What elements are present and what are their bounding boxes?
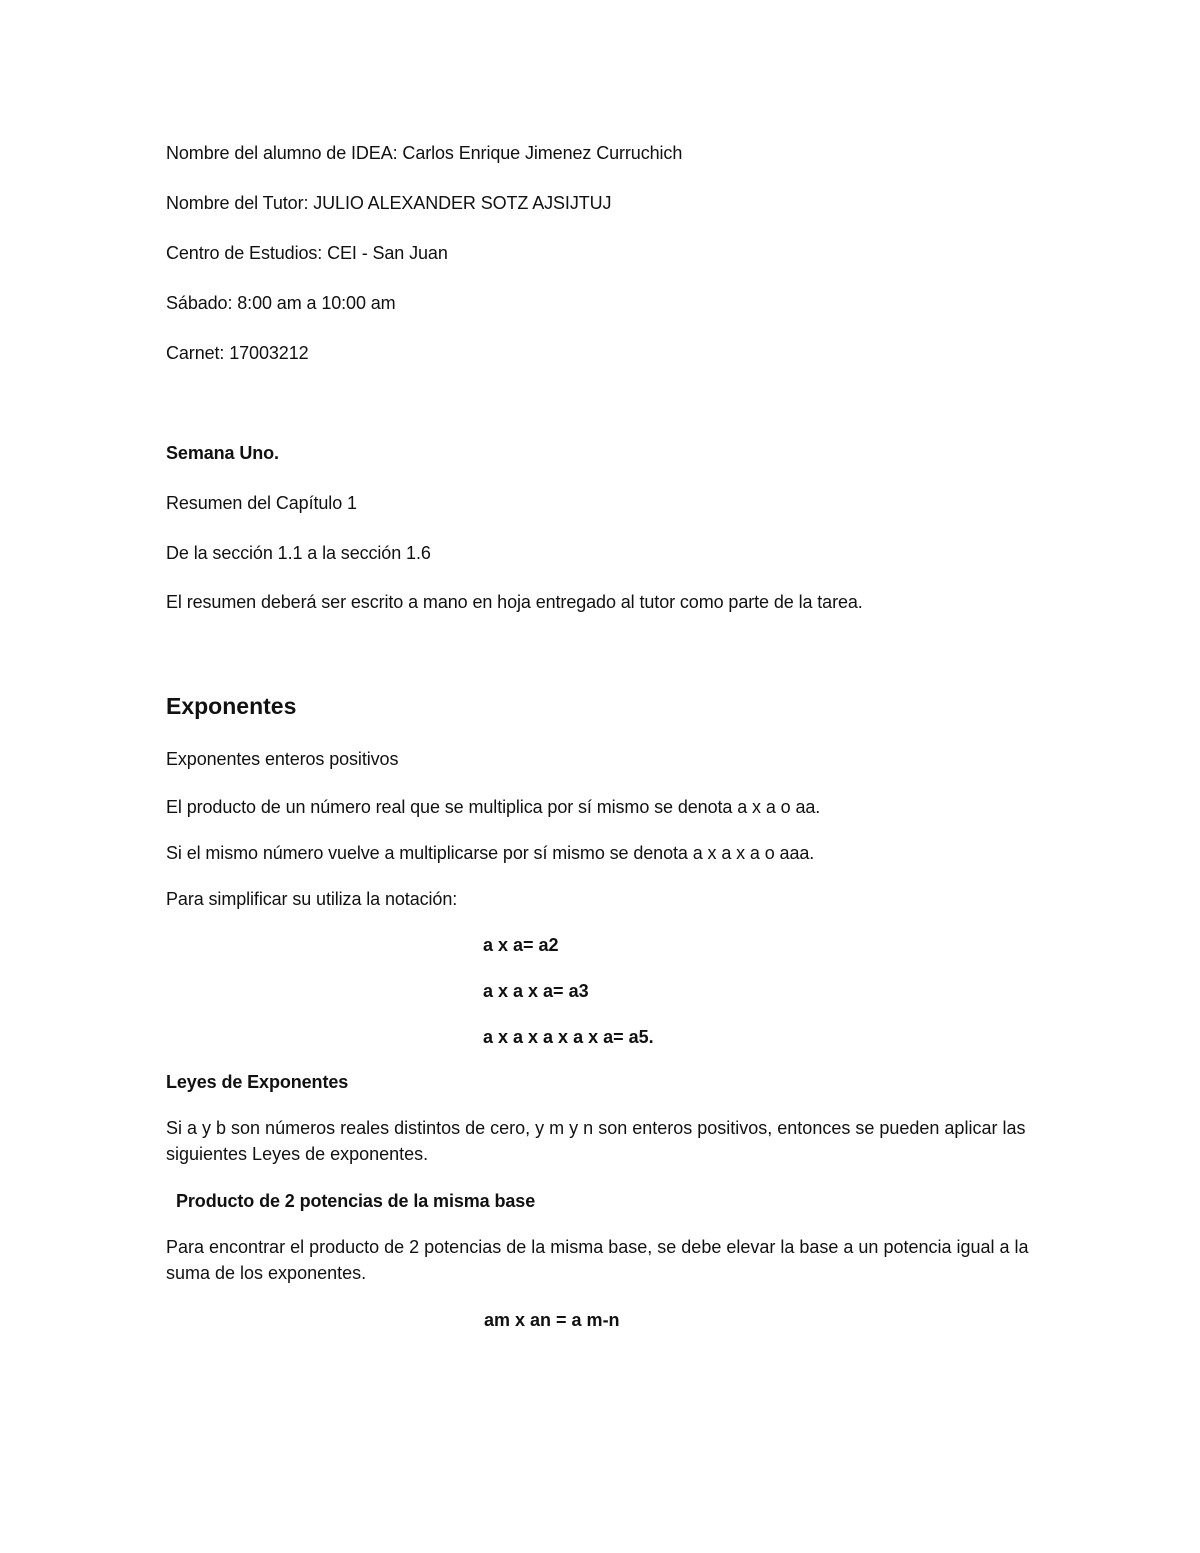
exponents-heading: Exponentes — [166, 693, 297, 719]
exponents-paragraph-2: Si el mismo número vuelve a multiplicarse por sí mismo se denota a x a x a o aaa. — [166, 843, 815, 863]
formula-a2: a x a= a2 — [483, 935, 559, 955]
exponents-subtitle: Exponentes enteros positivos — [166, 749, 399, 769]
chapter-summary: Resumen del Capítulo 1 — [166, 493, 357, 513]
exponents-paragraph-3: Para simplificar su utiliza la notación: — [166, 889, 458, 909]
schedule: Sábado: 8:00 am a 10:00 am — [166, 293, 396, 313]
exponents-paragraph-1: El producto de un número real que se multiplica por sí mismo se denota a x a o aa. — [166, 797, 821, 817]
tutor-name: Nombre del Tutor: JULIO ALEXANDER SOTZ AJSIJTUJ — [166, 193, 612, 213]
instruction-text: El resumen deberá ser escrito a mano en hoja entregado al tutor como parte de la tarea. — [166, 592, 863, 612]
section-range: De la sección 1.1 a la sección 1.6 — [166, 543, 431, 563]
product-law-text: Para encontrar el producto de 2 potencias de la misma base, se debe elevar la base a un potencia igual a la suma de los exponentes. — [166, 1237, 1029, 1283]
product-law-formula: am x an = a m-n — [484, 1310, 620, 1330]
product-law-title: Producto de 2 potencias de la misma base — [176, 1191, 536, 1211]
laws-intro: Si a y b son números reales distintos de cero, y m y n son enteros positivos, entonces se pueden aplicar las siguientes Leyes de exponentes. — [166, 1118, 1026, 1164]
study-center: Centro de Estudios: CEI - San Juan — [166, 243, 448, 263]
carnet: Carnet: 17003212 — [166, 343, 309, 363]
formula-a5: a x a x a x a x a= a5. — [483, 1027, 654, 1047]
student-name: Nombre del alumno de IDEA: Carlos Enrique Jimenez Curruchich — [166, 143, 683, 163]
laws-title: Leyes de Exponentes — [166, 1072, 349, 1092]
formula-a3: a x a x a= a3 — [483, 981, 589, 1001]
week-title: Semana Uno. — [166, 443, 279, 463]
